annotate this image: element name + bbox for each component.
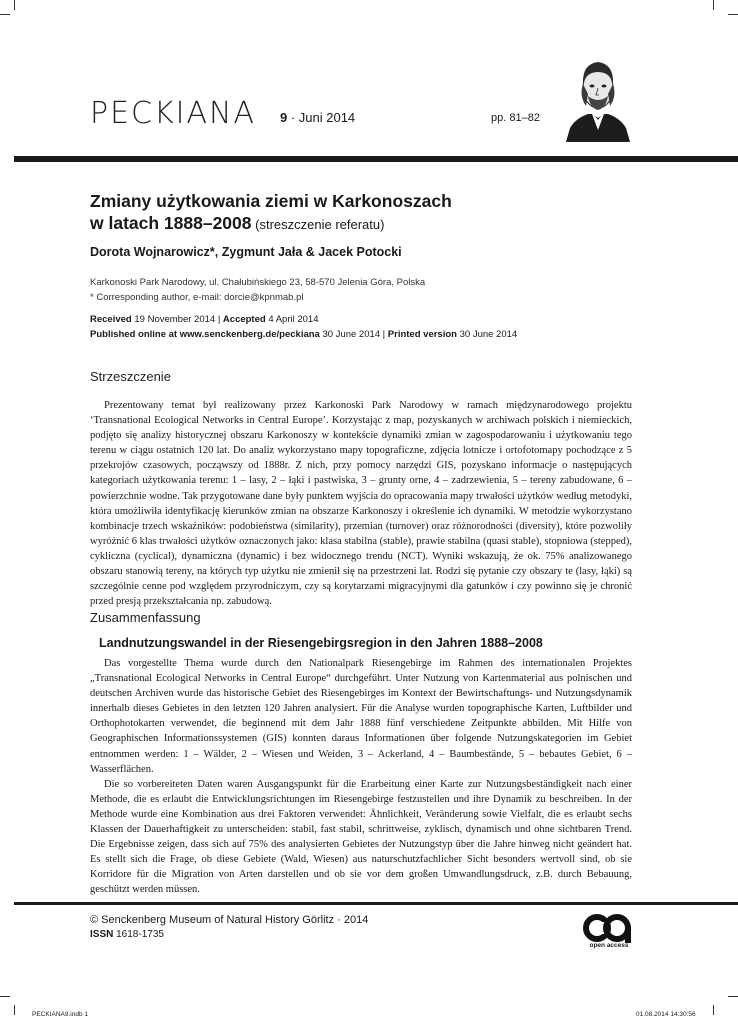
issue-line	[280, 110, 355, 125]
portrait-engraving-icon	[562, 50, 634, 142]
issue-number: 9	[280, 110, 288, 125]
crop-mark	[713, 0, 714, 10]
print-slug-right: 01.08.2014 14:30:56	[636, 1011, 696, 1018]
open-access-label: open access	[589, 942, 629, 949]
accepted-label: Accepted	[222, 314, 266, 325]
crop-mark	[0, 996, 10, 997]
abstract-german-paragraph-2: Die so vorbereiteten Daten waren Ausgangspunkt für die Erarbeitung einer Karte zur Nutzungsbeständigkeit nach einer Methode, die es erlaubt die Entwicklungsrichtungen im Riesengebirge festzustellen und ihre Dynamik zu beschreiben. In der Methode wurde eine Kombination aus drei Faktoren verwendet: Ähnlichkeit, Veränderung sowie Vielfalt, die es erlaubt sechs Klassen der Dauerhaftigkeit zu unterscheiden: stabil, fast stabil, schrittweise, zyklisch, dynamisch und ohne sichtbaren Trend. Die Ergebnisse zeigen, dass sich auf 75% des analysierten Gebietes der Nutzungstyp über die Jahre hinweg nicht geändert hat. Es stellt sich die Frage, ob diese Gebiete (Wald, Wiesen) aus naturschutzfachlicher Sicht besonders wertvoll sind, ob sie Korridore für die Migration von Arten darstellen und ob sie vor dem großen Umwandlungsdruck, z.B. durch Bebauung, geschützt werden müssen.	[90, 778, 632, 896]
footer-rule	[14, 902, 738, 905]
crop-mark	[728, 996, 738, 997]
issn-number: 1618-1735	[113, 929, 164, 940]
section-heading-german: Zusammenfassung	[90, 610, 201, 625]
abstract-german	[90, 656, 632, 898]
issue-date: · Juni 2014	[287, 110, 356, 125]
page-range: pp. 81–82	[491, 112, 540, 124]
issn	[90, 929, 164, 940]
header-rule	[14, 156, 738, 162]
crop-mark	[713, 1005, 714, 1015]
received-date: 19 November 2014 |	[131, 314, 223, 325]
accepted-date: 4 April 2014	[265, 314, 319, 325]
printed-date: 30 June 2014	[456, 329, 518, 340]
authors: Dorota Wojnarowicz*, Zygmunt Jała & Jacek Potocki	[90, 245, 402, 259]
issn-label: ISSN	[90, 929, 114, 940]
published-date: 30 June 2014 |	[319, 329, 388, 340]
copyright: © Senckenberg Museum of Natural History Görlitz · 2014	[90, 914, 369, 926]
crop-mark	[0, 14, 10, 15]
german-subheading: Landnutzungswandel in der Riesengebirgsregion in den Jahren 1888–2008	[99, 636, 543, 650]
received-accepted-dates	[90, 314, 319, 325]
print-slug-left: PECKIANA9.indb 1	[32, 1011, 89, 1018]
open-access-logo-icon	[583, 913, 631, 943]
received-label: Received	[90, 314, 132, 325]
title-subtitle: (streszczenie referatu)	[251, 217, 385, 232]
crop-mark	[728, 14, 738, 15]
abstract-german-paragraph-1: Das vorgestellte Thema wurde durch den Nationalpark Riesengebirge im Rahmen des internationalen Projektes „Transnational Ecological Networks in Central Europe“ durchgeführt. Unter Nutzung von Kartenmaterial aus polnischen und deutschen Archiven wurde das historische Gebiet des Riesengebirges im Kontext der Bewirtschaftungs- und Nutzungsdynamik innerhalb dieses Gebietes in den letzten 120 Jahren analysiert. Für die Analyse wurden topographische Karten, Luftbilder und Orthophotokarten verwendet, die beginnend mit dem Jahr 1888 fünf verschiedene Zeitpunkte abbilden. Mit Hilfe von Geographischen Informationssystemen (GIS) konnten daraus Informationen über folgende Nutzungskategorien im Gebiet entnommen werden: 1 – Wälder, 2 – Wiesen und Weiden, 3 – Ackerland, 4 – Baumbestände, 5 – bebautes Gebiet, 6 – Wasserflächen.	[90, 658, 632, 775]
corresponding-author: * Corresponding author, e-mail: dorcie@kpnmab.pl	[90, 292, 304, 303]
journal-title: PECKIANA	[90, 96, 256, 131]
crop-mark	[14, 0, 15, 10]
abstract-polish	[90, 398, 632, 609]
publication-dates	[90, 329, 517, 340]
title-line-2	[90, 212, 650, 236]
published-label: Published online at www.senckenberg.de/peckiana	[90, 329, 320, 340]
title-line-1: Zmiany użytkowania ziemi w Karkonoszach	[90, 191, 452, 211]
abstract-polish-paragraph: Prezentowany temat był realizowany przez Karkonoski Park Narodowy w ramach międzynarodowego projektu ‘Transnational Ecological Networks in Central Europe’. Korzystając z map, pozyskanych w archiwach polskich i niemieckich, podjęto się analizy historycznej obszaru Karkonoszy w kontekście dynamiki zmian w zagospodarowaniu i użytkowaniu tego terenu w ciągu ostatnich 120 lat. Do analiz wykorzystano mapy topograficzne, zdjęcia lotnicze i ortofotomapy pochodzące z 5 przekrojów czasowych, począwszy od 1888r. Z nich, przy pomocy narzędzi GIS, pozyskano informacje o następujących kategoriach użytkowania terenu: 1 – lasy, 2 – łąki i pastwiska, 3 – grunty orne, 4 – zadrzewienia, 5 – tereny zabudowane, 6 – powierzchnie wodne. Tak przygotowane dane były punktem wyjścia do opracowania mapy trwałości użytków według metodyki, która umożliwiła identyfikację kierunków zmian na obszarze Karkonoszy i określenie ich dynamiki. W metodzie wykorzystano kombinacje trzech wskaźników: podobieństwa (similarity), przemian (turnover) oraz różnorodności (diversity), które pozwoliły wyróżnić 6 klas trwałości użytków oznaczonych jako: klasa stabilna (stable), prawie stabilna (quasi stable), stopniowa (stepped), cykliczna (cyclical), dynamiczna (dynamic) i bez widocznego trendu (NCT). Wyniki wskazują, że ok. 75% analizowanego obszaru stanowią tereny, na których typ użytku nie zmienił się na przestrzeni lat. Rodzi się pytanie czy obszary te (lasy, łąki) są szczególnie cenne pod względem przyrodniczym, czy są korytarzami migracyjnymi dla gatunków i czy powinno się je chronić przed presją przekształcania np. zabudową.	[90, 400, 632, 608]
crop-mark	[14, 1005, 15, 1015]
title-line-2-text: w latach 1888–2008	[90, 213, 252, 233]
section-heading-polish: Strzeszczenie	[90, 369, 171, 384]
affiliation: Karkonoski Park Narodowy, ul. Chałubińskiego 23, 58-570 Jelenia Góra, Polska	[90, 277, 426, 288]
article-title	[90, 190, 650, 236]
printed-label: Printed version	[387, 329, 457, 340]
